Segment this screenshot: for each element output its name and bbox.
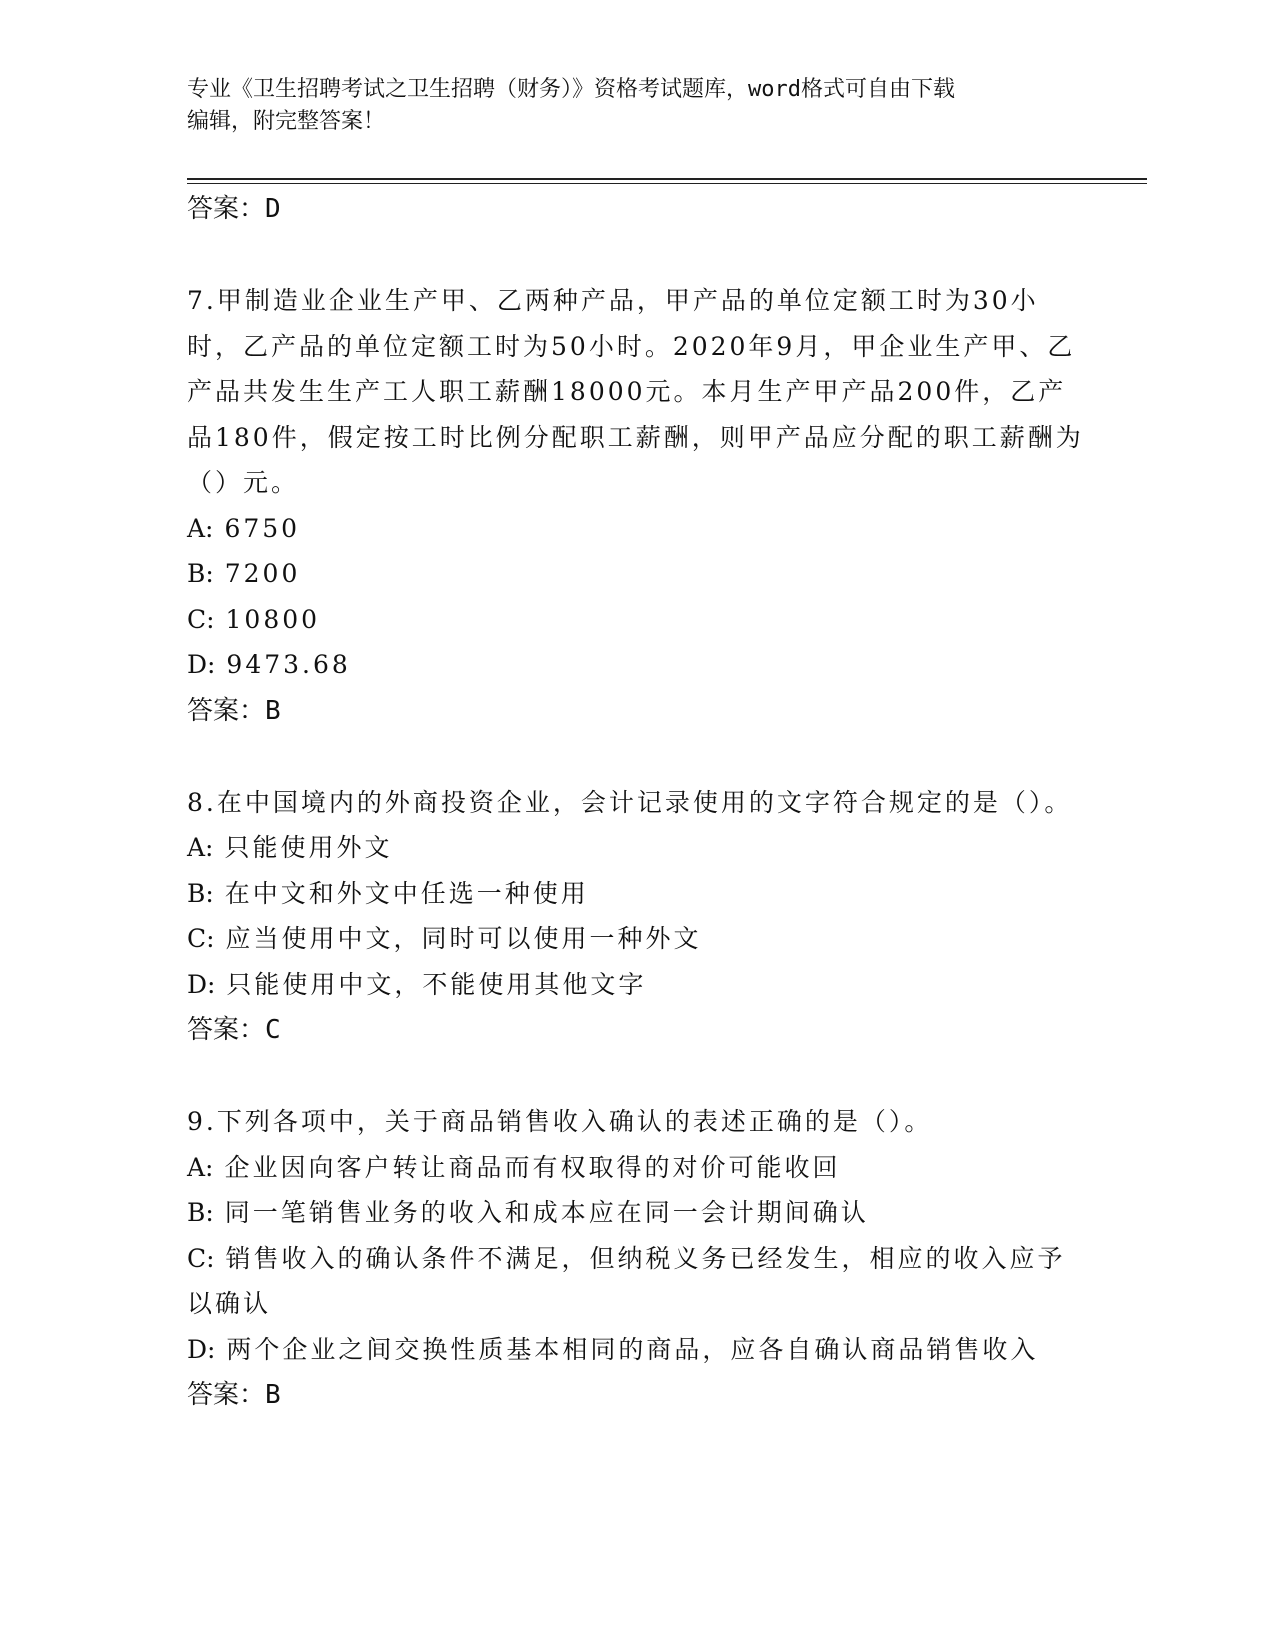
option-text: 只能使用中文，不能使用其他文字 (226, 969, 647, 999)
option-letter: C: (187, 1243, 215, 1273)
option-b (187, 1190, 1087, 1236)
option-text: 应当使用中文，同时可以使用一种外文 (225, 924, 702, 953)
option-letter: A: (187, 833, 214, 862)
option-text: 9473.68 (226, 650, 351, 679)
option-a (187, 1145, 1087, 1191)
header-rule-thin (187, 183, 1147, 184)
option-text: 企业因向客户转让商品而有权取得的对价可能收回 (224, 1152, 841, 1182)
question-text: 7.甲制造业企业生产甲、乙两种产品，甲产品的单位定额工时为30小时，乙产品的单位定额工时为50小时。2020年9月，甲企业生产甲、乙产品共发生生产工人职工薪酬18000元。本月生产甲产品200件，乙产品180件，假定按工时比例分配职工薪酬，则甲产品应分配的职工薪酬为（）元。 (187, 286, 1084, 497)
header-rule-thick (187, 178, 1147, 180)
option-d (187, 642, 1087, 688)
document-header (187, 74, 1067, 138)
question-7 (187, 278, 1087, 734)
option-letter: D: (187, 969, 216, 999)
question-8 (187, 780, 1087, 1054)
option-c (187, 597, 1087, 643)
option-letter: C: (187, 924, 215, 953)
header-line-2: 编辑，附完整答案！ (187, 109, 386, 134)
option-text: 6750 (224, 513, 301, 543)
document-body (187, 186, 1087, 1418)
option-b (187, 871, 1087, 917)
option-letter: D: (187, 650, 216, 679)
option-text: 同一笔销售业务的收入和成本应在同一会计期间确认 (224, 1198, 869, 1227)
option-text: 7200 (224, 559, 301, 588)
option-letter: C: (187, 604, 215, 634)
option-text: 只能使用外文 (224, 833, 393, 862)
option-letter: A: (187, 513, 214, 543)
option-text: 10800 (225, 604, 321, 634)
option-a (187, 506, 1087, 552)
option-b (187, 551, 1087, 597)
answer-line: 答案：D (187, 194, 281, 224)
option-letter: B: (187, 878, 214, 908)
question-9 (187, 1099, 1087, 1418)
question-text: 9.下列各项中，关于商品销售收入确认的表述正确的是（）。 (187, 1107, 933, 1136)
option-letter: D: (187, 1334, 216, 1364)
header-line-1: 专业《卫生招聘考试之卫生招聘（财务）》资格考试题库，word格式可自由下载 (187, 77, 955, 102)
option-text: 在中文和外文中任选一种使用 (224, 878, 589, 908)
option-d (187, 1327, 1087, 1373)
option-c (187, 1236, 1087, 1327)
answer-line: 答案：B (187, 1380, 281, 1410)
answer-line: 答案：C (187, 1015, 281, 1045)
option-d (187, 962, 1087, 1008)
option-letter: A: (187, 1152, 214, 1182)
option-letter: B: (187, 1198, 214, 1227)
option-text: 销售收入的确认条件不满足，但纳税义务已经发生，相应的收入应予以确认 (187, 1243, 1066, 1318)
option-text: 两个企业之间交换性质基本相同的商品，应各自确认商品销售收入 (226, 1334, 1039, 1364)
question-text: 8.在中国境内的外商投资企业，会计记录使用的文字符合规定的是（）。 (187, 787, 1073, 817)
option-a (187, 825, 1087, 871)
option-c (187, 916, 1087, 962)
answer-line: 答案：B (187, 695, 281, 726)
option-letter: B: (187, 559, 214, 588)
